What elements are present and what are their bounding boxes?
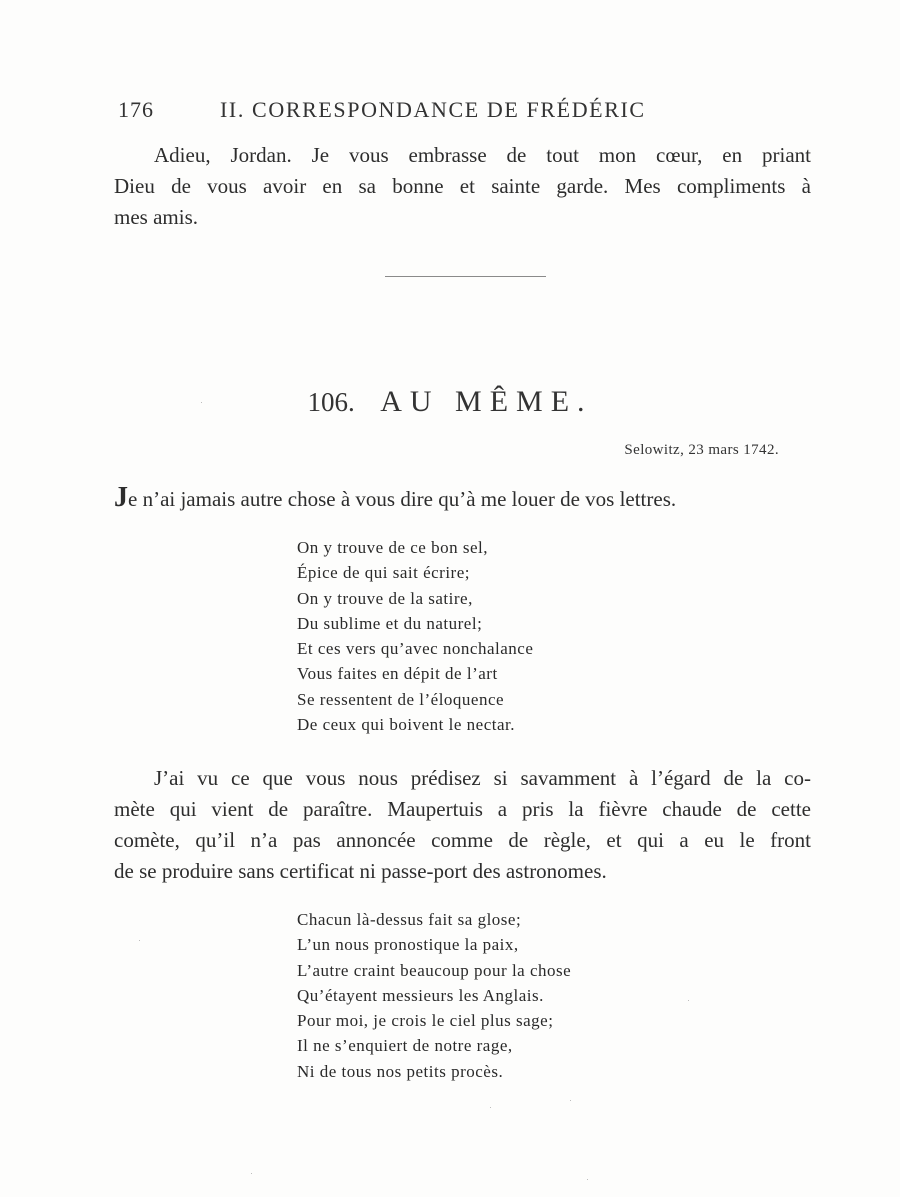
verse-line: L’autre craint beaucoup pour la chose [297,960,572,980]
text-line: de se produire sans certificat ni passe-port des astronomes. [114,859,607,883]
running-title: II. CORRESPONDANCE DE FRÉDÉRIC [220,97,646,122]
scan-speck [201,402,202,403]
verse-line: On y trouve de la satire, [297,588,473,608]
scan-speck [570,1100,571,1101]
text-line: Dieu de vous avoir en sa bonne et sainte garde. Mes compliments à [114,174,811,198]
opening-sentence [114,482,811,515]
verse-line: Du sublime et du naturel; [297,613,483,633]
text-line: mète qui vient de paraître. Maupertuis a pris la fièvre chaude de cette [114,797,811,821]
text-line: Adieu, Jordan. Je vous embrasse de tout mon cœur, en priant [154,143,811,167]
verse-line: On y trouve de ce bon sel, [297,538,488,557]
letter-heading [0,382,900,422]
verse-line: Ni de tous nos petits procès. [297,1061,504,1081]
verse-stanza-1 [297,535,533,737]
verse-line: De ceux qui boivent le nectar. [297,715,515,735]
verse-line: Vous faites en dépit de l’art [297,664,498,684]
body-paragraph [114,763,811,887]
scan-speck [251,1173,252,1174]
verse-line: Pour moi, je crois le ciel plus sage; [297,1011,554,1031]
letter-number: 106. [307,387,355,417]
text-line: J’ai vu ce que vous nous prédisez si savamment à l’égard de la co- [154,766,811,790]
verse-line: Il ne s’enquiert de notre rage, [297,1036,513,1056]
running-head [118,96,718,124]
drop-cap: J [114,482,128,513]
verse-line: Qu’étayent messieurs les Anglais. [297,985,544,1005]
verse-line: Chacun là-dessus fait sa glose; [297,910,522,929]
text-line [114,482,811,515]
verse-line: L’un nous pronostique la paix, [297,935,519,955]
closing-paragraph [114,140,811,233]
page-number: 176 [118,97,154,122]
scan-speck [139,940,140,941]
scan-speck [490,1107,491,1108]
verse-stanza-2 [297,907,571,1084]
verse-line: Épice de qui sait écrire; [297,563,470,583]
verse-line: Et ces vers qu’avec nonchalance [297,639,534,659]
text-line: mes amis. [114,205,198,229]
scan-speck [587,1179,588,1180]
verse-line: Se ressentent de l’éloquence [297,689,505,709]
text-line: comète, qu’il n’a pas annoncée comme de règle, et qui a eu le front [114,828,811,852]
section-divider [385,276,546,277]
letter-addressee: AU MÊME. [380,385,593,418]
opening-text: e n’ai jamais autre chose à vous dire qu’à me louer de vos lettres. [128,487,677,511]
dateline: Selowitz, 23 mars 1742. [624,442,779,458]
scan-speck [688,1000,689,1001]
